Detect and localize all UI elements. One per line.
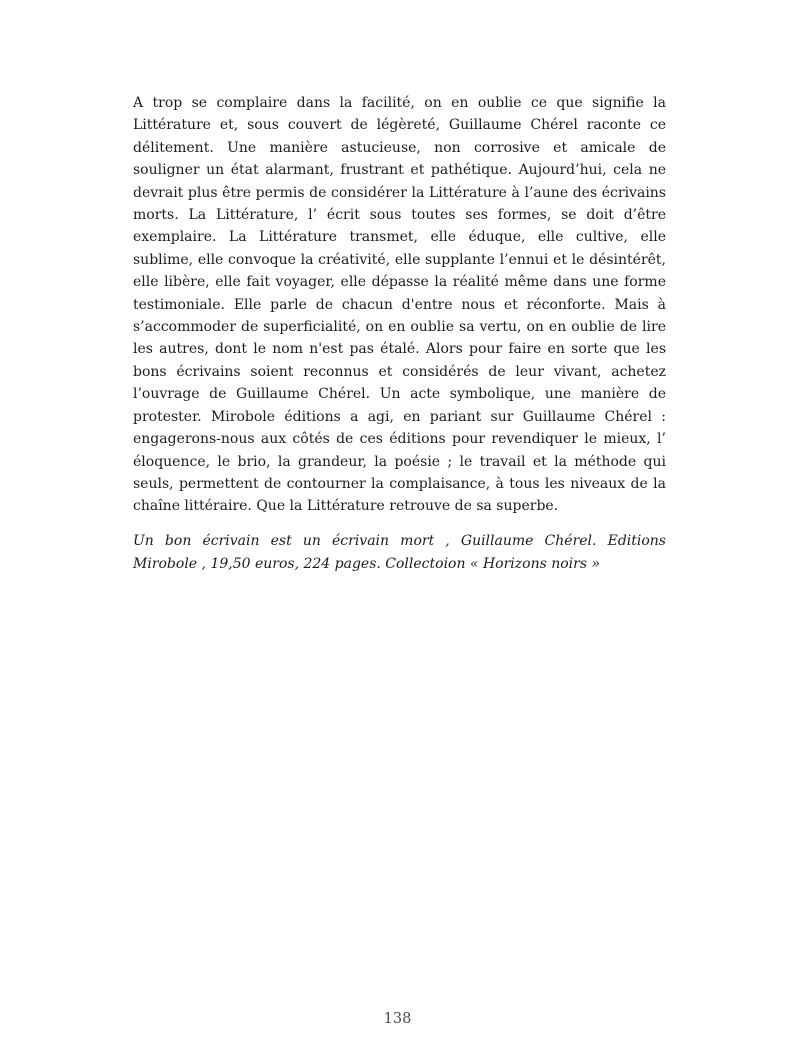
article-text-block — [133, 92, 666, 576]
article-paragraph: A trop se complaire dans la facilité, on en oublie ce que signifie la Littérature et, sous couvert de légèreté, Guillaume Chérel raconte ce délitement. Une manière astucieuse, non corrosive et amicale de souligner un état alarmant, frustrant et pathétique. Aujourd’hui, cela ne devrait plus être permis de considérer la Littérature à l’aune des écrivains morts. La Littérature, l’ écrit sous toutes ses formes, se doit d’être exemplaire. La Littérature transmet, elle éduque, elle cultive, elle sublime, elle convoque la créativité, elle supplante l’ennui et le désintérêt, elle libère, elle fait voyager, elle dépasse la réalité même dans une forme testimoniale. Elle parle de chacun d'entre nous et réconforte. Mais à s’accommoder de superficialité, on en oublie sa vertu, on en oublie de lire les autres, dont le nom n'est pas étalé. Alors pour faire en sorte que les bons écrivains soient reconnus et considérés de leur vivant, achetez l’ouvrage de Guillaume Chérel. Un acte symbolique, une manière de protester. Mirobole éditions a agi, en pariant sur Guillaume Chérel : engagerons-nous aux côtés de ces éditions pour revendiquer le mieux, l’ éloquence, le brio, la grandeur, la poésie ; le travail et la méthode qui seuls, permettent de contourner la complaisance, à tous les niveaux de la chaîne littéraire. Que la Littérature retrouve de sa superbe. — [133, 95, 666, 515]
page-number: 138 — [383, 1011, 412, 1027]
book-citation: Un bon écrivain est un écrivain mort , Guillaume Chérel. Editions Mirobole , 19,50 euros, 224 pages. Collectoion « Horizons noirs » — [133, 532, 666, 572]
